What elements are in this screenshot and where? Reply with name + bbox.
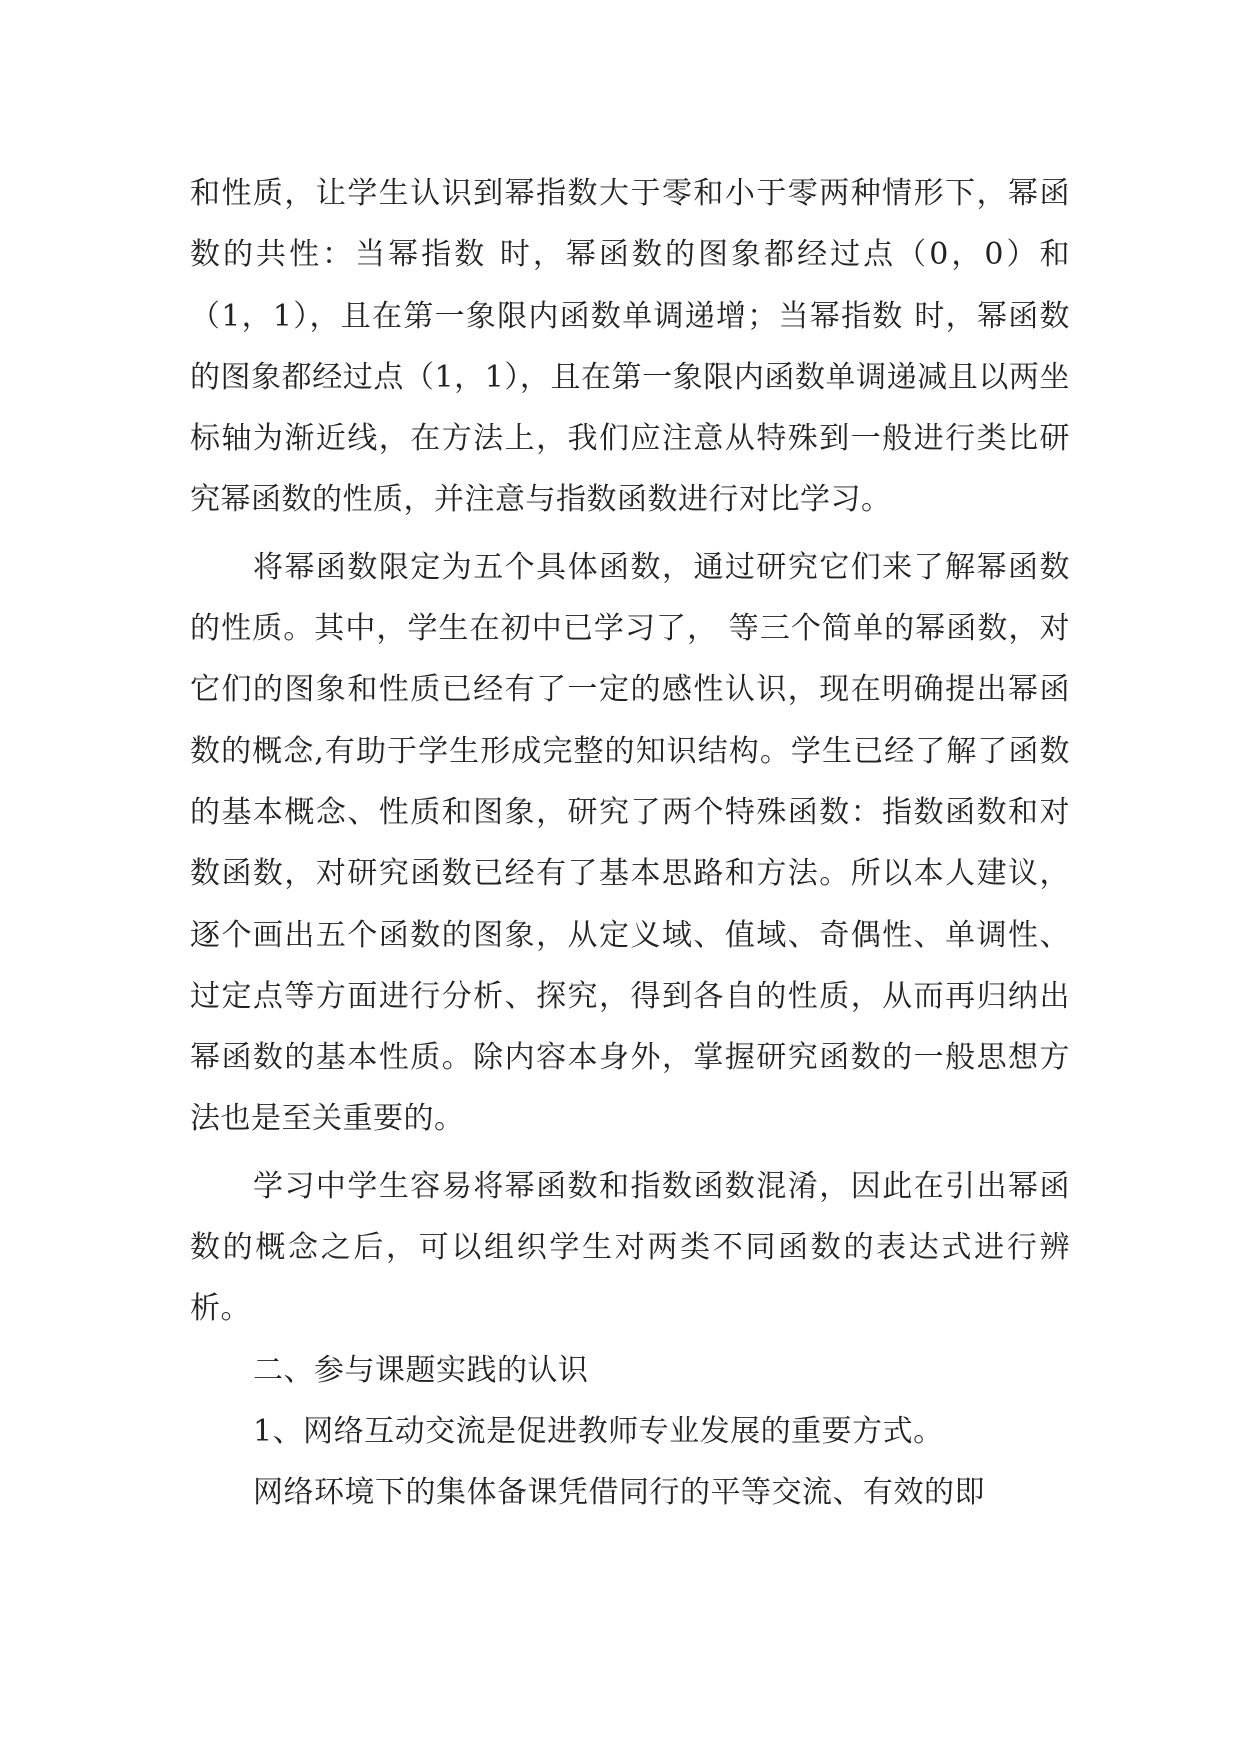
paragraph-continuation: 和性质，让学生认识到幂指数大于零和小于零两种情形下，幂函数的共性：当幂指数 时，幂函数的图象都经过点（0，0）和（1，1），且在第一象限内函数单调递增；当幂指数 时，幂函数的图象都经过点（1，1），且在第一象限内函数单调递减且以两坐标轴为渐近线，在方法上，我们应注意从特殊到一般进行类比研究幂函数的性质，并注意与指数函数进行对比学习。 — [190, 176, 1070, 518]
paragraph-network: 网络环境下的集体备课凭借同行的平等交流、有效的即 — [253, 1475, 985, 1511]
paragraph-confusion: 学习中学生容易将幂函数和指数函数混淆，因此在引出幂函数的概念之后，可以组织学生对两类不同函数的表达式进行辨析。 — [190, 1168, 1070, 1327]
paragraph-power-functions: 将幂函数限定为五个具体函数，通过研究它们来了解幂函数的性质。其中，学生在初中已学习了， 等三个简单的幂函数，对它们的图象和性质已经有了一定的感性认识，现在明确提出幂函数的概念,有助于学生形成完整的知识结构。学生已经了解了函数的基本概念、性质和图象，研究了两个特殊函数：指数函数和对数函数，对研究函数已经有了基本思路和方法。所以本人建议，逐个画出五个函数的图象，从定义域、值域、奇偶性、单调性、过定点等方面进行分析、探究，得到各自的性质，从而再归纳出幂函数的基本性质。除内容本身外，掌握研究函数的一般思想方法也是至关重要的。 — [190, 549, 1070, 1137]
document-body — [190, 163, 1070, 1524]
section-heading: 二、参与课题实践的认识 — [253, 1352, 589, 1388]
subsection-heading: 1、网络互动交流是促进教师专业发展的重要方式。 — [253, 1413, 944, 1449]
